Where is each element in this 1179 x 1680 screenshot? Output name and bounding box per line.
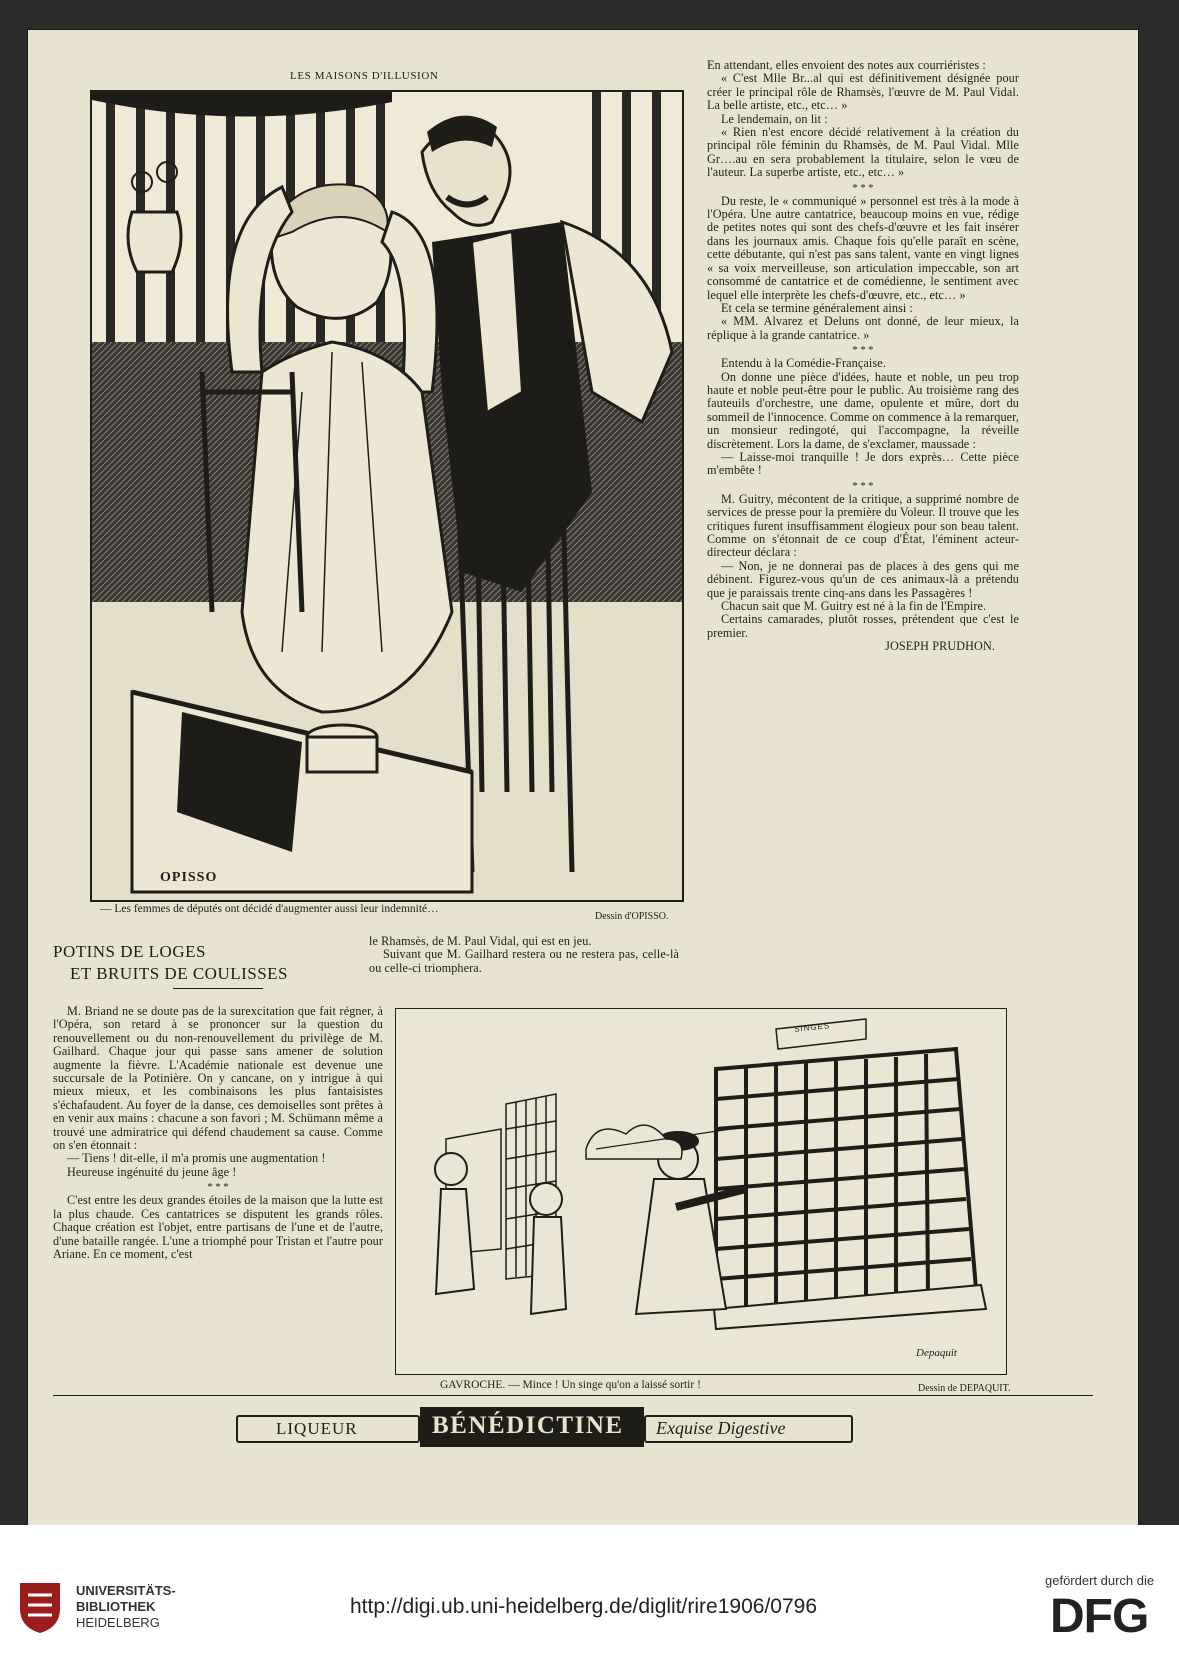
advert-right-box <box>644 1415 853 1443</box>
illustration2-credit: Dessin de DEPAQUIT. <box>918 1383 1011 1394</box>
paragraph: M. Briand ne se doute pas de la surexcitation que fait régner, à l'Opéra, son retard à se prononcer sur la question du renouvellement ou du non-renouvellement du privilège de M. Gailhard. Chaque jour qui passe sans amener de solution augmente la fièvre. L'Académie nationale est devenue une succursale de la Potinière. On y cancane, on y intrigue à qui mieux mieux, et les combinaisons les plus fantaisistes s'échafaudent. Au foyer de la danse, ces demoiselles sont prêtes à en venir aux mains : chacune a son favori ; M. Schümann même a trouvé une admiratrice qui défend chaudement sa cause. Comme on s'en étonnait : <box>53 1004 383 1153</box>
magazine-page <box>28 30 1138 1525</box>
university-logo <box>16 1579 64 1635</box>
paragraph: Du reste, le « communiqué » personnel est très à la mode à l'Opéra. Une autre cantatrice, beaucoup moins en vue, rédige de petites notes qui sont des chefs-d'œuvre et les fait insérer dans les journaux amis. Chaque fois qu'elle paraît en scène, cette débutante, qui n'est pas sans talent, vante en vingt lignes « sa voix merveilleuse, son articulation impeccable, son art consommé de cantatrice et de comédienne, le sentiment avec lequel elle interprète les chefs-d'œuvre, etc., etc… » <box>707 193 1019 302</box>
cage-sign: SINGES <box>793 1021 831 1034</box>
advert-center-box <box>420 1407 644 1447</box>
logo-line-1: UNIVERSITÄTS- <box>76 1583 176 1598</box>
illustration1-caption: — Les femmes de députés ont décidé d'augmenter aussi leur indemnité… <box>100 903 439 915</box>
title-ornament <box>173 988 263 989</box>
section-separator: * * * <box>852 344 874 357</box>
paragraph: le Rhamsès, de M. Paul Vidal, qui est en jeu. <box>369 934 592 948</box>
monkey-cage-drawing <box>396 1009 1006 1374</box>
middle-column <box>369 935 679 975</box>
paragraph: Suivant que M. Gailhard restera ou ne restera pas, celle-là ou celle-ci triomphera. <box>369 947 679 975</box>
dressing-room-drawing <box>92 92 682 900</box>
paragraph: Le lendemain, on lit : <box>721 111 828 126</box>
paragraph: Chacun sait que M. Guitry est né à la fin de l'Empire. <box>721 599 987 614</box>
illustration-depaquit <box>395 1008 1007 1375</box>
paragraph: « Rien n'est encore décidé relativement à la création du principal rôle féminin du Rhamsès, de M. Paul Vidal. Mlle Gr….au en sera probablement la titulaire, selon le vœu de l'auteur. La superbe artiste, etc., etc… » <box>707 125 1019 180</box>
depaquit-signature: Depaquit <box>916 1347 957 1359</box>
illustration1-credit: Dessin d'OPISSO. <box>595 911 669 922</box>
paragraph: — Tiens ! dit-elle, il m'a promis une augmentation ! <box>67 1151 326 1166</box>
paragraph: Heureuse ingénuité du jeune âge ! <box>67 1164 237 1179</box>
paragraph: Et cela se termine généralement ainsi : <box>721 300 914 315</box>
paragraph: On donne une pièce d'idées, haute et noble, un peu trop haute et noble peut-être pour le public. Au troisième rang des fauteuils d'orchestre, une dame, opulente et mûre, dort du sommeil de l'innocence. Comme on commence à la remarquer, un monsieur redingoté, qui l'accompagne, la réveille discrètement. Lors la dame, de s'exclamer, maussade : <box>707 369 1019 451</box>
dfg-logo: DFG <box>1050 1590 1149 1643</box>
article-title-line2: ET BRUITS DE COULISSES <box>70 964 289 983</box>
advert-right-text: Exquise Digestive <box>656 1418 786 1438</box>
paragraph: Entendu à la Comédie-Française. <box>721 356 886 371</box>
section-separator: * * * <box>852 479 874 492</box>
paragraph: — Laisse-moi tranquille ! Je dors exprès… Cette pièce m'embête ! <box>707 449 1019 478</box>
advert-left-box <box>236 1415 420 1443</box>
paragraph: C'est entre les deux grandes étoiles de la maison que la lutte est la plus chaude. Ces cantatrices se disputent les grands rôles. Chaque création est l'objet, entre partisans de l'une et de l'autre, d'une bataille rangée. L'une a triomphé pour Tristan et l'autre pour Ariane. En ce moment, c'est <box>53 1193 383 1261</box>
paragraph: — Non, je ne donnerai pas de places à des gens qui me débinent. Figurez-vous qu'un de ces animaux-là a prétendu que je paraissais trente cinq-ans dans les Passagères ! <box>707 558 1019 600</box>
benedictine-advert <box>236 1407 856 1445</box>
illustration-title: LES MAISONS D'ILLUSION <box>290 70 439 82</box>
illustration2-caption: GAVROCHE. — Mince ! Un singe qu'on a laissé sortir ! <box>440 1379 701 1391</box>
article-title-line1: POTINS DE LOGES <box>53 942 206 961</box>
advert-center-text: BÉNÉDICTINE <box>432 1412 624 1439</box>
logo-line-2: BIBLIOTHEK <box>76 1599 156 1614</box>
paragraph: En attendant, elles envoient des notes aux courriéristes : <box>707 58 986 72</box>
sponsor-label: gefördert durch die <box>1045 1573 1155 1588</box>
paragraph: « C'est Mlle Br...al qui est définitivement désignée pour créer le principal rôle de Rhamsès, l'œuvre de M. Paul Vidal. La belle artiste, etc., etc… » <box>707 71 1019 113</box>
author-signature: JOSEPH PRUDHON. <box>885 639 995 654</box>
illustration-opisso <box>90 90 684 902</box>
paragraph: M. Guitry, mécontent de la critique, a supprimé nombre de services de presse pour la première du Voleur. Il trouve que les critiques furent insuffisamment élogieux pour son beau talent. Comme on s'étonnait de ce coup d'État, l'éminent acteur-directeur déclara : <box>707 491 1019 560</box>
paragraph: Certains camarades, plutôt rosses, prétendent que c'est le premier. <box>707 612 1019 640</box>
source-url-link[interactable]: http://digi.ub.uni-heidelberg.de/diglit/rire1906/0796 <box>350 1595 817 1618</box>
logo-line-3: HEIDELBERG <box>76 1615 160 1630</box>
digitization-footer <box>0 1525 1179 1680</box>
right-column <box>707 59 1019 654</box>
section-separator: * * * <box>207 1181 229 1194</box>
article-column <box>53 1005 383 1261</box>
advert-left-text: LIQUEUR <box>276 1419 358 1438</box>
paragraph: « MM. Alvarez et Deluns ont donné, de leur mieux, la réplique à la grande cantatrice. » <box>707 314 1019 342</box>
divider-line <box>53 1395 1093 1396</box>
section-separator: * * * <box>852 181 874 194</box>
opisso-signature: OPISSO <box>160 870 218 885</box>
university-seal-icon <box>16 1579 64 1635</box>
